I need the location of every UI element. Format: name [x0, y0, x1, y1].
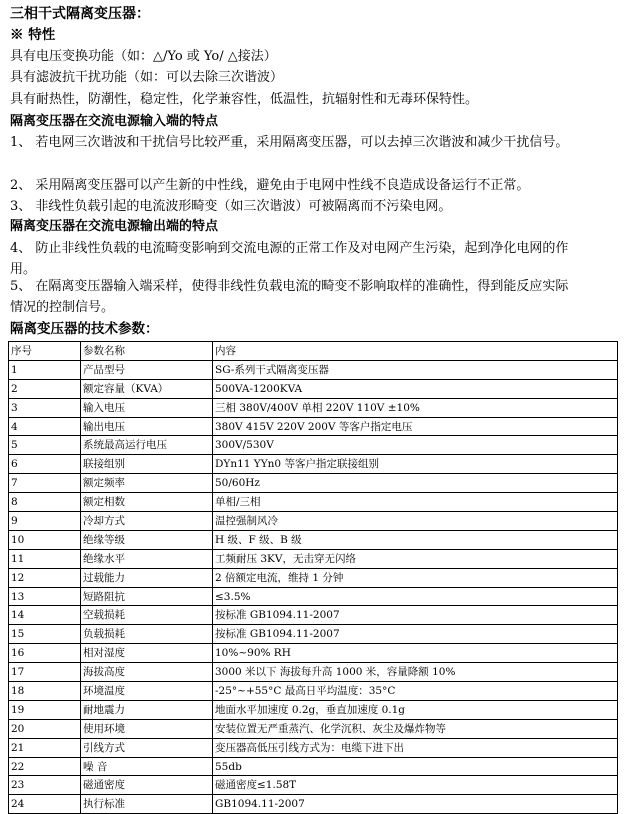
table-row	[9, 795, 618, 814]
param-name-cell: 磁通密度	[81, 776, 213, 795]
param-name-cell: 海拔高度	[81, 663, 213, 682]
table-row	[9, 530, 618, 549]
param-value-cell: 工频耐压 3KV，无击穿无闪络	[213, 549, 618, 568]
row-number-cell: 9	[9, 512, 81, 531]
param-value-cell: GB1094.11-2007	[213, 795, 618, 814]
input-point: 1、 若电网三次谐波和干扰信号比较严重，采用隔离变压器，可以去掉三次谐波和减少干扰信号。	[10, 135, 569, 150]
table-row	[9, 474, 618, 493]
param-value-cell: 磁通密度≤1.58T	[213, 776, 618, 795]
param-value-cell: 单相/三相	[213, 493, 618, 512]
header-cell: 序号	[9, 342, 81, 361]
feature-item: 具有电压变换功能（如：△/Yo 或 Yo/ △接法）	[10, 49, 277, 64]
param-name-cell: 负载损耗	[81, 625, 213, 644]
output-point: 4、 防止非线性负载的电流畸变影响到交流电源的正常工作及对电网产生污染，起到净化电网的作用。	[10, 241, 569, 277]
param-value-cell: 2 倍额定电流，维持 1 分钟	[213, 568, 618, 587]
row-number-cell: 2	[9, 379, 81, 398]
param-name-cell: 额定频率	[81, 474, 213, 493]
table-header-row	[9, 342, 618, 361]
row-number-cell: 24	[9, 795, 81, 814]
row-number-cell: 7	[9, 474, 81, 493]
table-row	[9, 663, 618, 682]
param-value-cell: 10%~90% RH	[213, 644, 618, 663]
param-name-cell: 联接组别	[81, 455, 213, 474]
table-row	[9, 682, 618, 701]
row-number-cell: 16	[9, 644, 81, 663]
param-value-cell: DYn11 YYn0 等客户指定联接组别	[213, 455, 618, 474]
param-value-cell: -25°~+55°C 最高日平均温度：35°C	[213, 682, 618, 701]
param-name-cell: 引线方式	[81, 738, 213, 757]
table-row	[9, 398, 618, 417]
row-number-cell: 13	[9, 587, 81, 606]
row-number-cell: 15	[9, 625, 81, 644]
table-row	[9, 719, 618, 738]
row-number-cell: 6	[9, 455, 81, 474]
row-number-cell: 14	[9, 606, 81, 625]
param-name-cell: 耐地震力	[81, 700, 213, 719]
row-number-cell: 10	[9, 530, 81, 549]
row-number-cell: 19	[9, 700, 81, 719]
table-row	[9, 379, 618, 398]
row-number-cell: 8	[9, 493, 81, 512]
row-number-cell: 3	[9, 398, 81, 417]
param-name-cell: 系统最高运行电压	[81, 436, 213, 455]
param-name-cell: 环境温度	[81, 682, 213, 701]
param-value-cell: H 级、F 级、B 级	[213, 530, 618, 549]
output-point: 5、 在隔离变压器输入端采样，使得非线性负载电流的畸变不影响取样的准确性，得到能反应实际情况的控制信号。	[10, 279, 569, 315]
row-number-cell: 17	[9, 663, 81, 682]
param-name-cell: 冷却方式	[81, 512, 213, 531]
param-name-cell: 额定相数	[81, 493, 213, 512]
param-name-cell: 相对湿度	[81, 644, 213, 663]
row-number-cell: 20	[9, 719, 81, 738]
feature-item: 具有滤波抗干扰功能（如：可以去除三次谐波）	[10, 70, 284, 85]
row-number-cell: 4	[9, 417, 81, 436]
table-row	[9, 512, 618, 531]
param-value-cell: ≤3.5%	[213, 587, 618, 606]
header-cell: 参数名称	[81, 342, 213, 361]
input-point: 2、 采用隔离变压器可以产生新的中性线，避免由于电网中性线不良造成设备运行不正常。	[10, 178, 530, 193]
feature-item: 具有耐热性，防潮性，稳定性，化学兼容性，低温性，抗辐射性和无毒环保特性。	[10, 92, 479, 107]
table-row	[9, 417, 618, 436]
param-value-cell: 按标准 GB1094.11-2007	[213, 606, 618, 625]
table-row	[9, 606, 618, 625]
table-row	[9, 549, 618, 568]
param-value-cell: 300V/530V	[213, 436, 618, 455]
table-row	[9, 493, 618, 512]
param-name-cell: 输出电压	[81, 417, 213, 436]
param-name-cell: 短路阻抗	[81, 587, 213, 606]
param-name-cell: 绝缘等级	[81, 530, 213, 549]
param-name-cell: 执行标准	[81, 795, 213, 814]
table-row	[9, 644, 618, 663]
params-heading: 隔离变压器的技术参数：	[10, 321, 159, 337]
row-number-cell: 18	[9, 682, 81, 701]
row-number-cell: 12	[9, 568, 81, 587]
row-number-cell: 11	[9, 549, 81, 568]
header-cell: 内容	[213, 342, 618, 361]
row-number-cell: 23	[9, 776, 81, 795]
table-row	[9, 436, 618, 455]
row-number-cell: 21	[9, 738, 81, 757]
input-heading: 隔离变压器在交流电源输入端的特点	[10, 114, 219, 129]
features-heading: ※ 特性	[10, 27, 56, 43]
param-value-cell: 三相 380V/400V 单相 220V 110V ±10%	[213, 398, 618, 417]
param-name-cell: 产品型号	[81, 360, 213, 379]
document-title: 三相干式隔离变压器：	[10, 6, 150, 22]
param-value-cell: 3000 米以下 海拔每升高 1000 米，容量降额 10%	[213, 663, 618, 682]
param-value-cell: 变压器高低压引线方式为：电缆下进下出	[213, 738, 618, 757]
row-number-cell: 5	[9, 436, 81, 455]
param-value-cell: 按标准 GB1094.11-2007	[213, 625, 618, 644]
output-heading: 隔离变压器在交流电源输出端的特点	[10, 219, 219, 234]
table-row	[9, 568, 618, 587]
param-value-cell: 55db	[213, 757, 618, 776]
spec-table	[8, 341, 618, 814]
table-row	[9, 587, 618, 606]
param-value-cell: 温控强制风冷	[213, 512, 618, 531]
param-name-cell: 空载损耗	[81, 606, 213, 625]
row-number-cell: 22	[9, 757, 81, 776]
param-name-cell: 噪 音	[81, 757, 213, 776]
param-name-cell: 过载能力	[81, 568, 213, 587]
param-value-cell: 安装位置无严重蒸汽、化学沉积、灰尘及爆炸物等	[213, 719, 618, 738]
param-name-cell: 绝缘水平	[81, 549, 213, 568]
param-value-cell: 地面水平加速度 0.2g，垂直加速度 0.1g	[213, 700, 618, 719]
row-number-cell: 1	[9, 360, 81, 379]
table-row	[9, 700, 618, 719]
table-row	[9, 738, 618, 757]
param-name-cell: 使用环境	[81, 719, 213, 738]
table-row	[9, 625, 618, 644]
table-row	[9, 757, 618, 776]
param-name-cell: 输入电压	[81, 398, 213, 417]
input-point: 3、 非线性负载引起的电流波形畸变（如三次谐波）可被隔离而不污染电网。	[10, 199, 452, 214]
table-row	[9, 360, 618, 379]
param-value-cell: 380V 415V 220V 200V 等客户指定电压	[213, 417, 618, 436]
param-value-cell: SG-系列干式隔离变压器	[213, 360, 618, 379]
param-value-cell: 50/60Hz	[213, 474, 618, 493]
param-name-cell: 额定容量（KVA）	[81, 379, 213, 398]
table-row	[9, 455, 618, 474]
table-row	[9, 776, 618, 795]
param-value-cell: 500VA-1200KVA	[213, 379, 618, 398]
